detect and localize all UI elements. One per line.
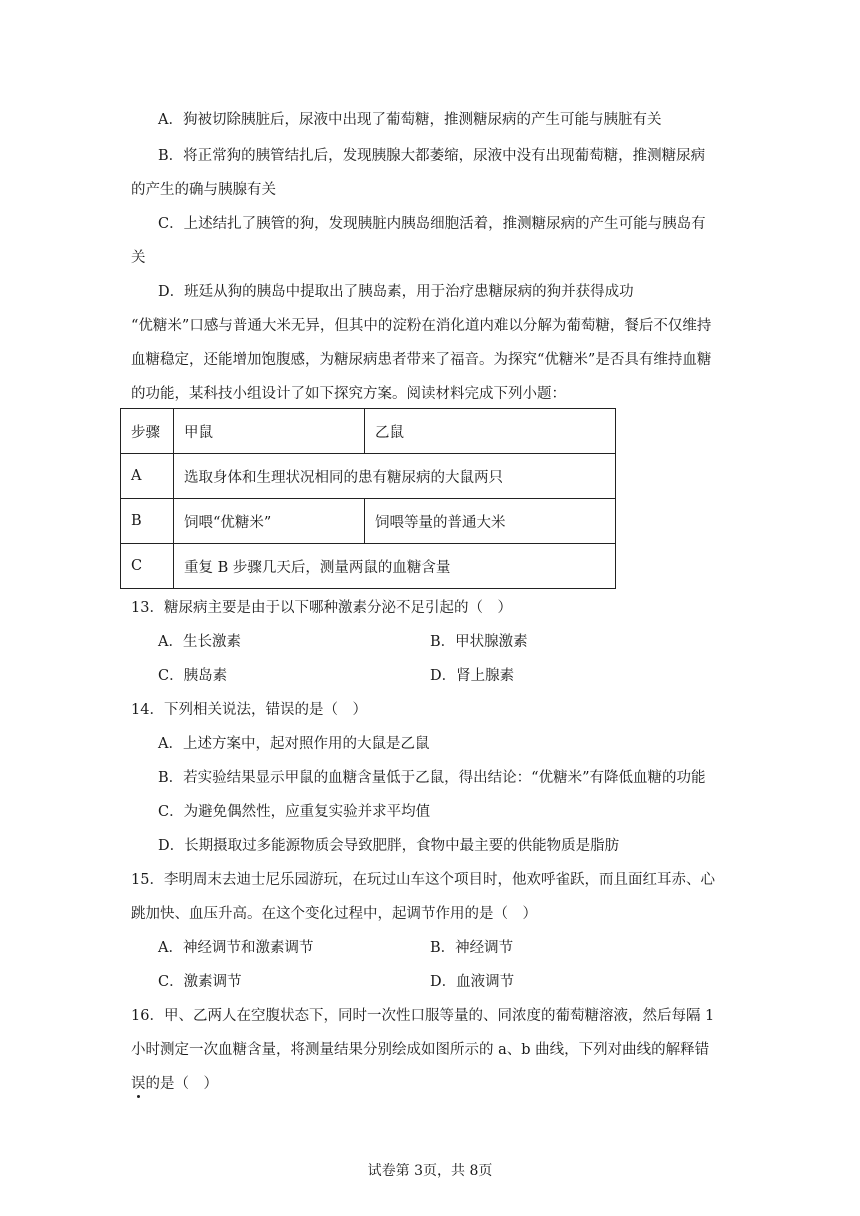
emphasis-char: 误 <box>131 1076 146 1092</box>
q13-option-c: C．胰岛素 <box>158 668 228 684</box>
q15-stem-line-1: 15．李明周末去迪士尼乐园游玩，在玩过山车这个项目时，他欢呼雀跃，而且面红耳赤、心 <box>131 872 715 888</box>
q12-option-b: B．将正常狗的胰管结扎后，发现胰腺大都萎缩，尿液中没有出现葡萄糖，推测糖尿病 <box>158 148 706 164</box>
table-cell-step: C <box>121 544 174 589</box>
table-cell-yi: 饲喂等量的普通大米 <box>365 499 616 544</box>
q13-option-b: B．甲状腺激素 <box>430 634 528 650</box>
q12-option-c-cont: 关 <box>131 250 146 266</box>
q15-option-d: D．血液调节 <box>430 974 515 990</box>
q16-stem-line-3 <box>131 1074 218 1094</box>
q12-option-a: A．狗被切除胰脏后，尿液中出现了葡萄糖，推测糖尿病的产生可能与胰脏有关 <box>158 112 662 128</box>
q14-option-d: D．长期摄取过多能源物质会导致肥胖，食物中最主要的供能物质是脂肪 <box>158 838 620 854</box>
q14-option-a: A．上述方案中，起对照作用的大鼠是乙鼠 <box>158 736 430 752</box>
table-cell-step: B <box>121 499 174 544</box>
material-line-1: “优糖米”口感与普通大米无异，但其中的淀粉在消化道内难以分解为葡萄糖，餐后不仅维持 <box>131 318 712 334</box>
q13-option-d: D．肾上腺素 <box>430 668 515 684</box>
material-line-3: 的功能，某科技小组设计了如下探究方案。阅读材料完成下列小题： <box>131 386 566 402</box>
q14-option-b: B．若实验结果显示甲鼠的血糖含量低于乙鼠，得出结论：“优糖米”有降低血糖的功能 <box>158 770 706 786</box>
q15-stem-line-2: 跳加快、血压升高。在这个变化过程中，起调节作用的是（ ） <box>131 906 537 922</box>
q14-stem: 14．下列相关说法，错误的是（ ） <box>131 702 367 718</box>
table-header-row <box>121 409 616 454</box>
table-row <box>121 544 616 589</box>
table-header-step: 步骤 <box>121 409 174 454</box>
table-row <box>121 454 616 499</box>
q13-stem: 13．糖尿病主要是由于以下哪种激素分泌不足引起的（ ） <box>131 600 512 616</box>
table-cell-step: A <box>121 454 174 499</box>
material-line-2: 血糖稳定，还能增加饱腹感，为糖尿病患者带来了福音。为探究“优糖米”是否具有维持血糖 <box>131 352 712 368</box>
table-cell-merged: 选取身体和生理状况相同的患有糖尿病的大鼠两只 <box>174 454 616 499</box>
table-cell-jia: 饲喂“优糖米” <box>174 499 365 544</box>
experiment-table <box>120 408 616 589</box>
q12-option-c: C．上述结扎了胰管的狗，发现胰脏内胰岛细胞活着，推测糖尿病的产生可能与胰岛有 <box>158 216 706 232</box>
q16-stem-line-1: 16．甲、乙两人在空腹状态下，同时一次性口服等量的、同浓度的葡萄糖溶液，然后每隔 1 <box>131 1008 715 1024</box>
q15-option-a: A．神经调节和激素调节 <box>158 940 314 956</box>
q14-option-c: C．为避免偶然性，应重复实验并求平均值 <box>158 804 431 820</box>
q12-option-d: D．班廷从狗的胰岛中提取出了胰岛素，用于治疗患糖尿病的狗并获得成功 <box>158 284 634 300</box>
q13-option-a: A．生长激素 <box>158 634 241 650</box>
q12-option-b-cont: 的产生的确与胰腺有关 <box>131 182 276 198</box>
table-row <box>121 499 616 544</box>
table-cell-merged: 重复 B 步骤几天后，测量两鼠的血糖含量 <box>174 544 616 589</box>
q16-stem-rest: 的是（ ） <box>145 1076 218 1092</box>
q16-stem-line-2: 小时测定一次血糖含量，将测量结果分别绘成如图所示的 a、b 曲线，下列对曲线的解释错 <box>131 1042 710 1058</box>
table-header-yi: 乙鼠 <box>365 409 616 454</box>
table-header-jia: 甲鼠 <box>174 409 365 454</box>
q15-option-b: B．神经调节 <box>430 940 514 956</box>
page-footer: 试卷第 3页，共 8页 <box>367 1163 493 1179</box>
q15-option-c: C．激素调节 <box>158 974 242 990</box>
